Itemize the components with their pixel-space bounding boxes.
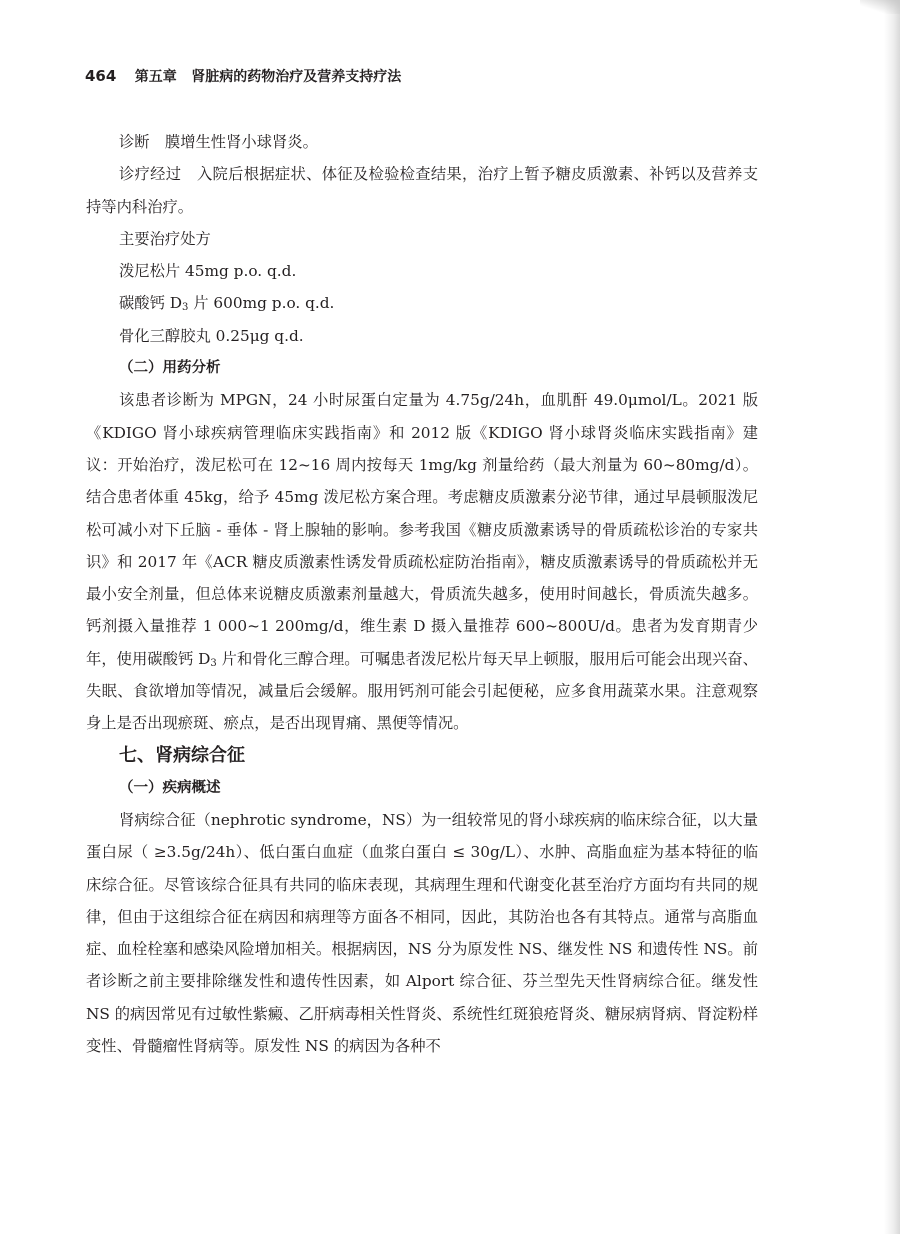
prescription-item-calcitriol: 骨化三醇胶丸 0.25μg q.d.: [119, 326, 304, 345]
page-edge-shadow: [884, 0, 900, 1234]
page-corner-shadow: [860, 0, 900, 14]
analysis-heading: （二）用药分析: [119, 360, 221, 377]
chapter-title: 肾脏病的药物治疗及营养支持疗法: [191, 69, 402, 85]
prescription-title: 主要治疗处方: [119, 229, 211, 248]
prescription-item-calcium: 碳酸钙 $D_3$ 片 600mg p.o. q.d.: [119, 294, 335, 314]
page-number: 464: [85, 67, 117, 85]
diagnosis-line: 诊断 膜增生性肾小球肾炎。: [119, 133, 318, 151]
overview-heading: （一）疾病概述: [119, 779, 221, 796]
section-heading: 七、肾病综合征: [119, 744, 245, 766]
prescription-item-prednisone: 泼尼松片 45mg p.o. q.d.: [119, 262, 297, 281]
overview-paragraph: 肾病综合征（nephrotic syndrome，NS）为一组较常见的肾小球疾病的临床综合征，以大量蛋白尿（ ≥3.5g/24h）、低白蛋白血症（血浆白蛋白 ≤ 30g/L）、水肿、高脂血症为基本特征的临床综合征。尽管该综合征具有共同的临床表现，其病理生理和代谢变化甚至治疗方面均有共同的规律，但由于这组综合征在病因和病理等方面各不相同，因此，其防治也各有其特点。通常与高脂血症、血栓栓塞和感染风险增加相关。根据病因，NS 分为原发性 NS、继发性 NS 和遗传性 NS。前者诊断之前主要排除继发性和遗传性因素，如 Alport 综合征、芬兰型先天性肾病综合征。继发性 NS 的病因常见有过敏性紫癜、乙肝病毒相关性肾炎、系统性红斑狼疮肾炎、糖尿病肾病、肾淀粉样变性、骨髓瘤性肾病等。原发性 NS 的病因为各种不: [86, 810, 758, 1056]
treatment-process-paragraph: 诊疗经过 入院后根据症状、体征及检验检查结果，治疗上暂予糖皮质激素、补钙以及营养支持等内科治疗。: [86, 165, 758, 216]
analysis-paragraph: 该患者诊断为 MPGN，24 小时尿蛋白定量为 4.75g/24h，血肌酐 49.0μmol/L。2021 版《KDIGO 肾小球疾病管理临床实践指南》和 2012 版《KDIGO 肾小球肾炎临床实践指南》建议：开始治疗，泼尼松可在 12~16 周内按每天 1mg/kg 剂量给药（最大剂量为 60~80mg/d）。结合患者体重 45kg，给予 45mg 泼尼松方案合理。考虑糖皮质激素分泌节律，通过早晨顿服泼尼松可减小对下丘脑 - 垂体 - 肾上腺轴的影响。参考我国《糖皮质激素诱导的骨质疏松诊治的专家共识》和 2017 年《ACR 糖皮质激素性诱发骨质疏松症防治指南》，糖皮质激素诱导的骨质疏松并无最小安全剂量，但总体来说糖皮质激素剂量越大，骨质流失越多，使用时间越长，骨质流失越多。钙剂摄入量推荐 1 000~1 200mg/d，维生素 D 摄入量推荐 600~800U/d。患者为发育期青少年，使用碳酸钙 $D_3$ 片和骨化三醇合理。可嘱患者泼尼松片每天早上顿服，服用后可能会出现兴奋、失眠、食欲增加等情况，减量后会缓解。服用钙剂可能会引起便秘，应多食用蔬菜水果。注意观察身上是否出现瘀斑、瘀点，是否出现胃痛、黑便等情况。: [86, 391, 758, 733]
chapter-label: 第五章: [134, 69, 177, 85]
page-body: [86, 126, 758, 1062]
running-header: [85, 66, 401, 86]
